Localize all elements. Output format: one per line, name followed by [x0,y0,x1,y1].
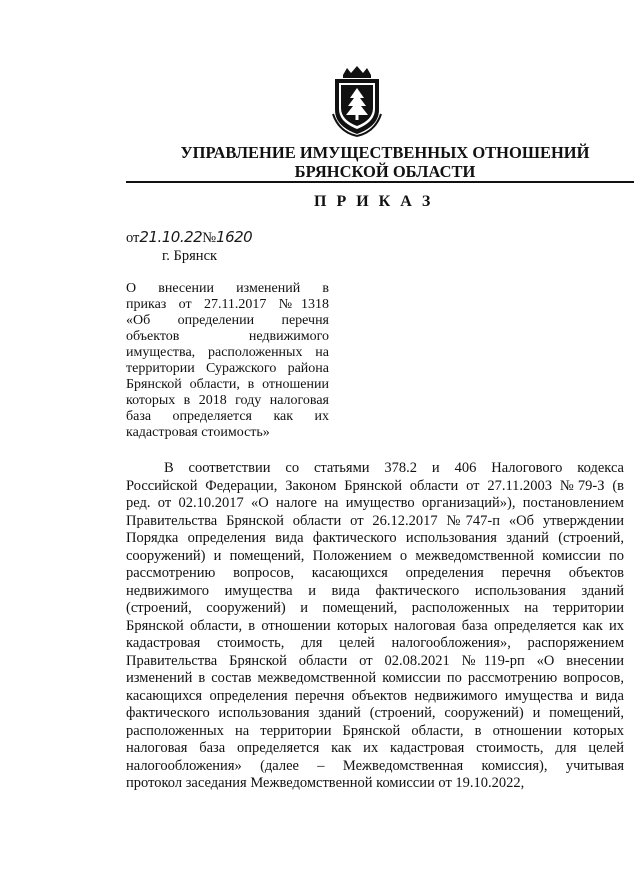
document-type: П Р И К А З [314,193,434,210]
organization-name-line2: БРЯНСКОЙ ОБЛАСТИ [294,162,476,181]
subject-line: кадастровая стоимость» [126,425,270,440]
body-line: кадастровая стоимость, для целей налогообложения», распоряжением [126,635,624,651]
number-prefix: № [202,230,217,246]
body-line: фактического использования зданий (строений, сооружений) и помещений, [126,705,624,721]
body-line: Правительства Брянской области от 26.12.2017 №747-п «Об утверждении [126,512,624,529]
body-line: ред. от 02.10.2017 «О налоге на имущество организаций»), постановлением [126,495,624,511]
body-line: рассмотрению вопросов, касающихся определения перечня объектов [126,565,624,581]
body-line: (строений, сооружений) и помещений, расположенных на территории [126,600,624,616]
header-divider [126,181,634,183]
handwritten-number: 1620 [216,228,253,246]
body-line: В соответствии со статьями 378.2 и 406 Налогового кодекса [164,460,624,476]
date-prefix: от [126,230,140,246]
body-line: недвижимого имущества и вида фактического использования зданий [126,582,624,599]
body-line: Российской Федерации, Законом Брянской области от 27.11.2003 №79-З (в [126,477,624,494]
body-line: Брянской области, в отношении которых налоговая база определяется как их [126,617,624,634]
body-line: расположенных на территории Брянской области, в отношении которых [126,722,624,739]
body-line: налогообложения» (далее – Межведомственная комиссия), учитывая [126,757,624,774]
body-line: Порядка определения вида фактического использования зданий (строений, [126,530,624,546]
body-line: протокол заседания Межведомственной комиссии от 19.10.2022, [126,775,525,791]
handwritten-date: 21.10.22 [139,228,203,246]
subject-line: «Об определении перечня [126,313,329,328]
coat-of-arms-icon [329,66,385,138]
date-number-row [126,228,252,247]
subject-line: территории Суражского района [126,361,329,376]
subject-line: приказ от 27.11.2017 №1318 [126,297,329,312]
subject-line: имущества, расположенных на [126,345,329,360]
subject-line: Брянской области, в отношении [126,377,329,392]
body-line: налоговая база определяется как их кадастровая стоимость, для целей [126,740,624,756]
subject-line: которых в 2018 году налоговая [126,393,329,408]
body-line: изменений в состав межведомственной комиссии по рассмотрению вопросов, [126,670,624,686]
body-line: сооружений) и помещений, Положением о межведомственной комиссии по [126,547,624,564]
organization-name-line1: УПРАВЛЕНИЕ ИМУЩЕСТВЕННЫХ ОТНОШЕНИЙ [180,143,590,162]
subject-line: О внесении изменений в [126,281,329,296]
body-line: касающихся определения перечня объектов недвижимого имущества и вида [126,687,624,704]
body-line: Правительства Брянской области от 02.08.2021 №119-рп «О внесении [126,652,624,669]
subject-line: объектов недвижимого [126,329,329,344]
subject-line: база определяется как их [126,409,329,424]
city: г. Брянск [162,248,218,264]
